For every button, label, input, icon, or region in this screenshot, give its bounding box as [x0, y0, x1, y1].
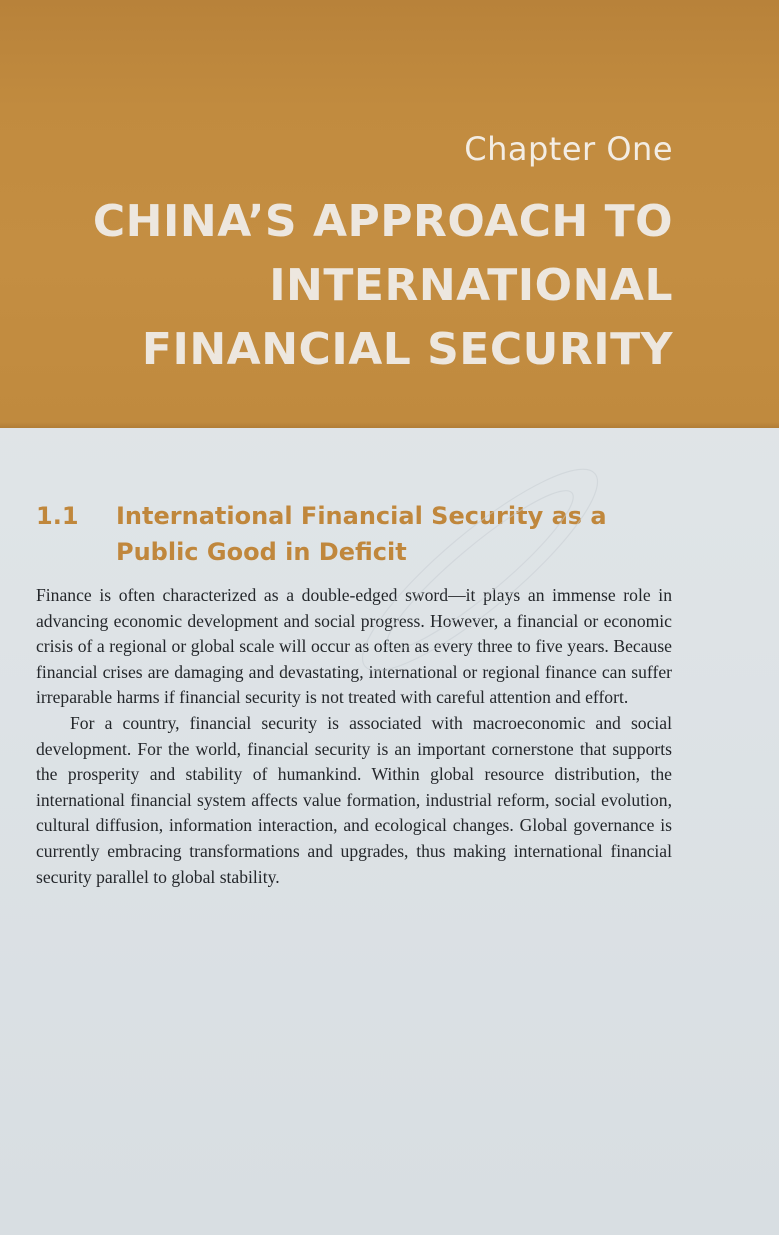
body-text	[36, 583, 672, 890]
paragraph: For a country, financial security is associated with macroeconomic and social development. For the world, financial security is an important cornerstone that supports the prosperity and stability of humankind. Within global resource distribution, the international financial system affects value formation, industrial reform, social evolution, cultural diffusion, information interaction, and ecological changes. Global governance is currently embracing transformations and upgrades, thus making international financial security parallel to global stability.	[36, 712, 672, 887]
section-number: 1.1	[36, 502, 79, 530]
chapter-title: CHINA’S APPROACH TO INTERNATIONAL FINANCIAL SECURITY	[92, 196, 673, 375]
section-title: International Financial Security as a Public Good in Deficit	[116, 502, 607, 566]
chapter-label: Chapter One	[464, 130, 673, 168]
chapter-header-band	[0, 0, 779, 428]
paragraph: Finance is often characterized as a double-edged sword—it plays an immense role in advancing economic development and social progress. However, a financial or economic crisis of a regional or global scale will occur as often as every three to five years. Because financial crises are damaging and devastating, international or regional finance can suffer irreparable harms if financial security is not treated with careful attention and effort.	[36, 585, 672, 708]
